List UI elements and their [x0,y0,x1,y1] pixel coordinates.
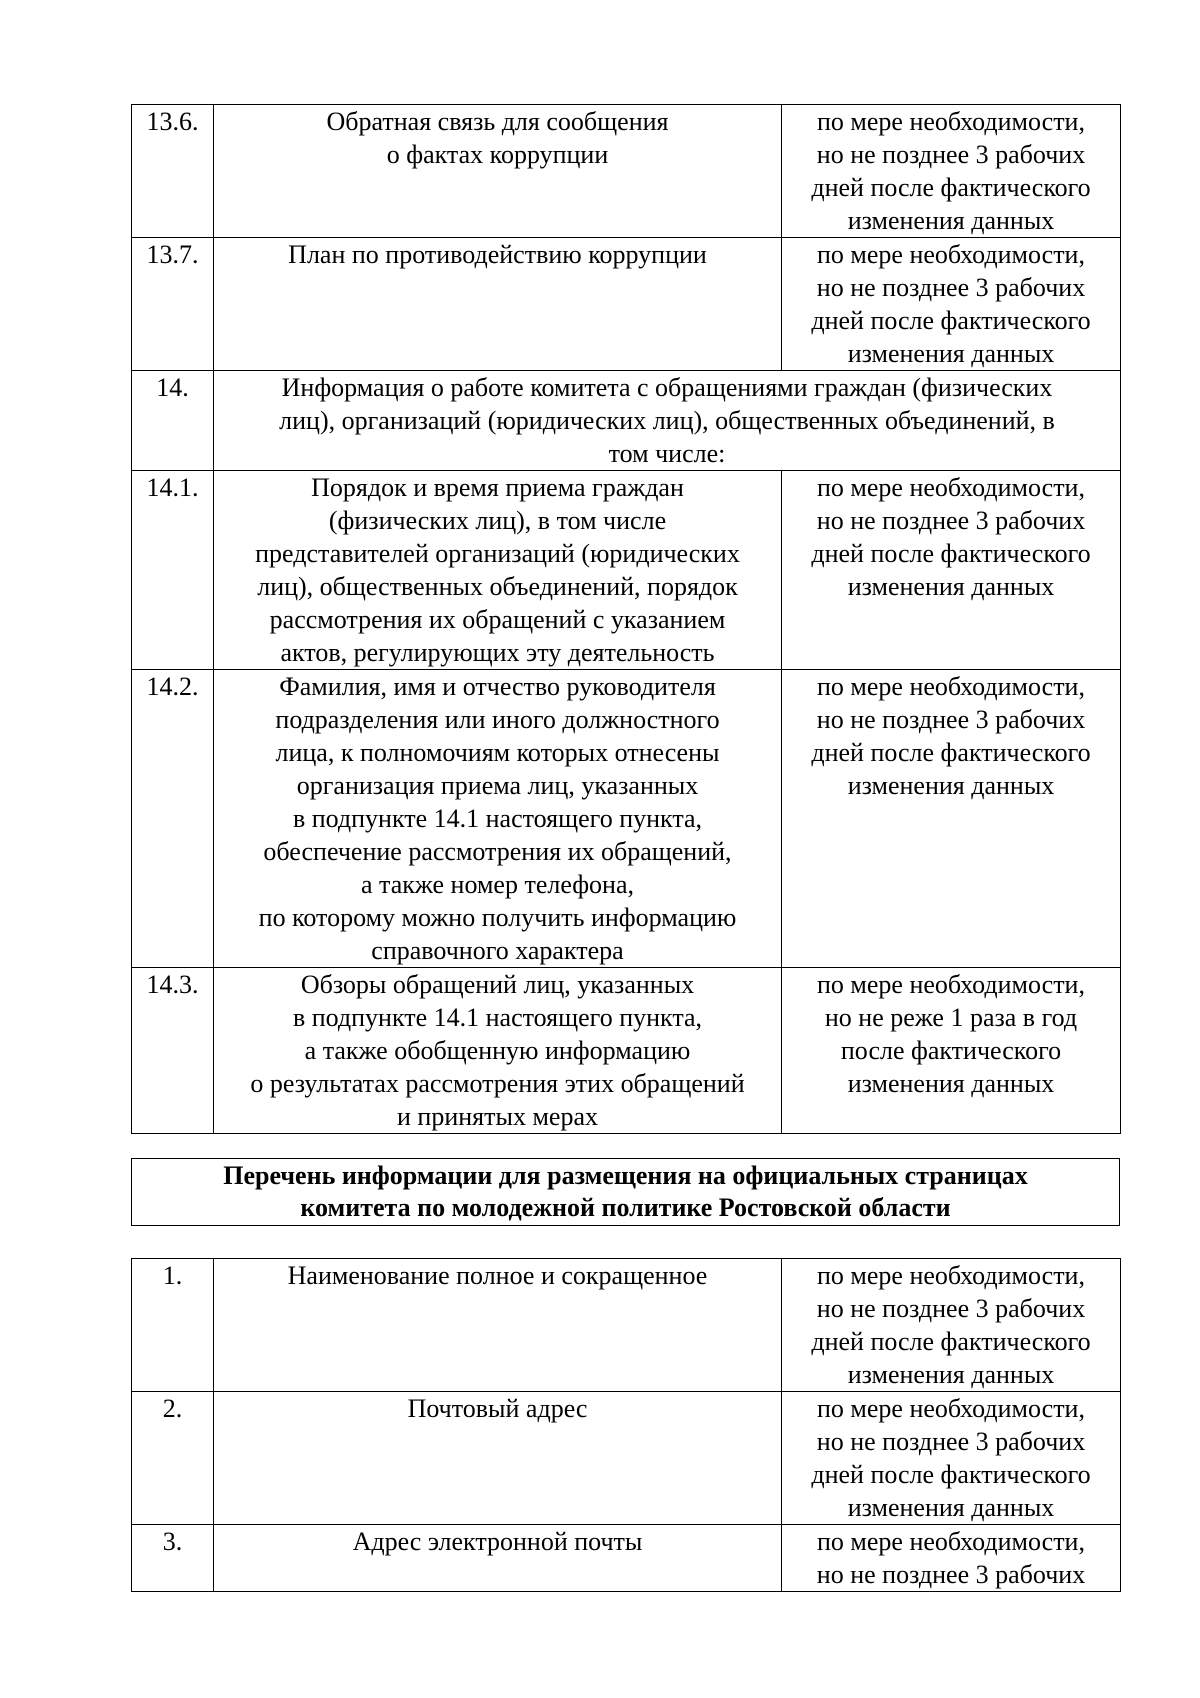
info-table-official-pages [131,1258,1121,1592]
row-number: 13.6. [132,105,214,238]
table-row [132,471,1121,670]
row-number: 14.1. [132,471,214,670]
row-description: Адрес электронной почты [214,1525,782,1592]
info-table-main [131,104,1121,1134]
row-number: 1. [132,1259,214,1392]
row-description: Почтовый адрес [214,1392,782,1525]
row-deadline: по мере необходимости, но не позднее 3 рабочих дней после фактического изменения данных [782,1392,1121,1525]
row-number: 14. [132,371,214,471]
row-description: Обзоры обращений лиц, указанных в подпункте 14.1 настоящего пункта, а также обобщенную информацию о результатах рассмотрения этих обращений и принятых мерах [214,968,782,1134]
row-number: 2. [132,1392,214,1525]
row-description: Порядок и время приема граждан (физических лиц), в том числе представителей организаций (юридических лиц), общественных объединений, порядок рассмотрения их обращений с указанием актов, регулирующих эту деятельность [214,471,782,670]
table-row [132,105,1121,238]
table-row [132,1392,1121,1525]
row-deadline: по мере необходимости, но не позднее 3 рабочих дней после фактического изменения данных [782,1259,1121,1392]
table-row [132,968,1121,1134]
row-number: 14.3. [132,968,214,1134]
row-description: План по противодействию коррупции [214,238,782,371]
row-description: Фамилия, имя и отчество руководителя подразделения или иного должностного лица, к полномочиям которых отнесены организация приема лиц, указанных в подпункте 14.1 настоящего пункта, обеспечение рассмотрения их обращений, а также номер телефона, по которому можно получить информацию справочного характера [214,670,782,968]
table-row-section [132,371,1121,471]
row-description: Наименование полное и сокращенное [214,1259,782,1392]
table-row [132,670,1121,968]
row-number: 3. [132,1525,214,1592]
section-heading: Перечень информации для размещения на официальных страницах комитета по молодежной политике Ростовской области [131,1158,1120,1226]
row-deadline: по мере необходимости, но не позднее 3 рабочих дней после фактического изменения данных [782,670,1121,968]
row-deadline: по мере необходимости, но не реже 1 раза в год после фактического изменения данных [782,968,1121,1134]
row-deadline: по мере необходимости, но не позднее 3 рабочих дней после фактического изменения данных [782,105,1121,238]
row-number: 14.2. [132,670,214,968]
table-row [132,238,1121,371]
row-number: 13.7. [132,238,214,371]
row-deadline: по мере необходимости, но не позднее 3 рабочих [782,1525,1121,1592]
table-row [132,1259,1121,1392]
row-description: Обратная связь для сообщения о фактах коррупции [214,105,782,238]
section-description: Информация о работе комитета с обращениями граждан (физических лиц), организаций (юридических лиц), общественных объединений, в том числе: [214,371,1121,471]
row-deadline: по мере необходимости, но не позднее 3 рабочих дней после фактического изменения данных [782,238,1121,371]
table-row [132,1525,1121,1592]
row-deadline: по мере необходимости, но не позднее 3 рабочих дней после фактического изменения данных [782,471,1121,670]
